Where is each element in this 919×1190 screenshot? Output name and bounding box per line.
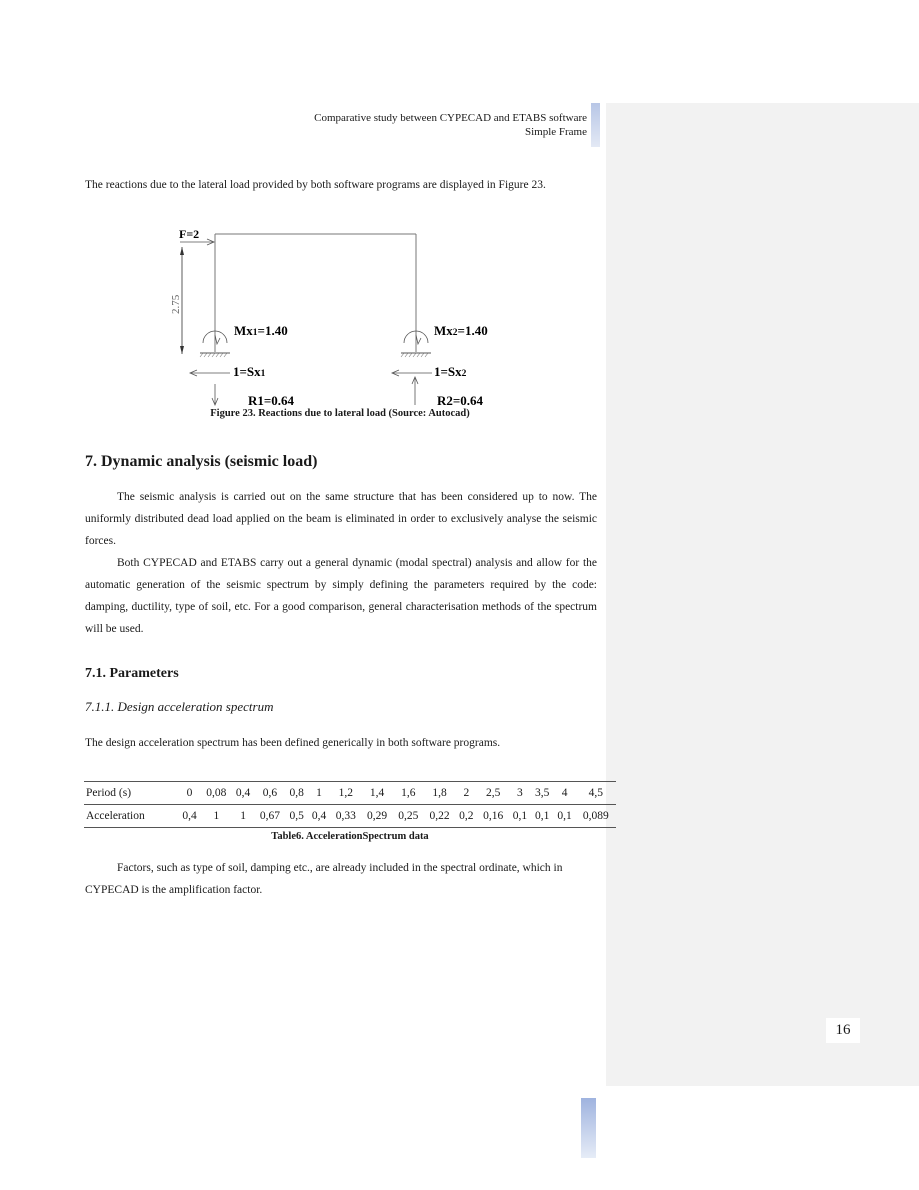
table-cell: 2 xyxy=(455,782,477,805)
table-cell: 1 xyxy=(308,782,330,805)
table-caption: Table6. AccelerationSpectrum data xyxy=(271,831,429,842)
moment-label-2 xyxy=(434,323,488,338)
dimension-arrow-bottom xyxy=(180,346,184,354)
table-cell: 3,5 xyxy=(531,782,553,805)
table-cell: 4,5 xyxy=(576,782,616,805)
right-moment-arrow xyxy=(416,335,421,344)
shear-label-2 xyxy=(434,364,467,379)
table-cell: 0,29 xyxy=(361,805,392,828)
section-7-1-1-heading: 7.1.1. Design acceleration spectrum xyxy=(85,699,274,714)
table-cell: 0,8 xyxy=(286,782,308,805)
table-cell: 0,22 xyxy=(424,805,455,828)
section-7-heading: 7. Dynamic analysis (seismic load) xyxy=(85,453,318,470)
right-support-hatch xyxy=(401,353,428,357)
acceleration-label: Acceleration xyxy=(84,805,178,828)
table-cell: 4 xyxy=(553,782,575,805)
table-cell: 1,6 xyxy=(393,782,424,805)
shear-1-main: 1=Sx xyxy=(233,364,261,379)
table-cell: 3 xyxy=(509,782,531,805)
table-cell: 0 xyxy=(178,782,200,805)
page-number: 16 xyxy=(826,1018,860,1043)
intro-paragraph: The reactions due to the lateral load provided by both software programs are displayed in Figure 23. xyxy=(85,179,546,191)
table-cell: 1 xyxy=(232,805,254,828)
table-cell: 0,4 xyxy=(308,805,330,828)
shear-2-sub: 2 xyxy=(461,369,467,379)
running-header xyxy=(240,111,587,139)
closing-paragraph: Factors, such as type of soil, damping etc., are already included in the spectral ordinate, which in CYPECAD is the amplification factor. xyxy=(85,862,563,896)
table-cell: 0,08 xyxy=(201,782,232,805)
left-moment-arrow xyxy=(215,335,220,344)
header-accent-bar xyxy=(591,103,600,147)
table-cell: 1 xyxy=(201,805,232,828)
comment-sidebar xyxy=(606,103,919,1086)
left-support-hatch xyxy=(200,353,227,357)
table-cell: 0,4 xyxy=(232,782,254,805)
table-cell: 0,25 xyxy=(393,805,424,828)
table-cell: 1,8 xyxy=(424,782,455,805)
reaction-label-1: R1=0.64 xyxy=(248,393,295,408)
height-dimension-label: 2.75 xyxy=(170,294,182,314)
table-cell: 1,4 xyxy=(361,782,392,805)
table-row-period xyxy=(84,782,616,805)
table-cell: 0,2 xyxy=(455,805,477,828)
dimension-arrow-top xyxy=(180,247,184,255)
shear-2-main: 1=Sx xyxy=(434,364,462,379)
moment-2-main: Mx xyxy=(434,323,453,338)
section-7-paragraph-2: Both CYPECAD and ETABS carry out a general dynamic (modal spectral) analysis and allow for the automatic generation of the seismic spectrum by simply defining the parameters required by the code: damping, ductility, type of soil, etc. For a good comparison, general characterisation methods of the spectrum will be used. xyxy=(85,557,597,635)
table-cell: 0,1 xyxy=(553,805,575,828)
period-label: Period (s) xyxy=(84,782,178,805)
frame-diagram xyxy=(150,222,530,412)
table-cell: 2,5 xyxy=(478,782,509,805)
footer-accent-bar xyxy=(581,1098,596,1158)
table-cell: 0,6 xyxy=(254,782,285,805)
table-cell: 0,16 xyxy=(478,805,509,828)
reaction-label-2: R2=0.64 xyxy=(437,393,484,408)
table-cell: 0,33 xyxy=(330,805,361,828)
table-cell: 0,089 xyxy=(576,805,616,828)
table-cell: 1,2 xyxy=(330,782,361,805)
table-cell: 0,4 xyxy=(178,805,200,828)
shear-label-1 xyxy=(233,364,266,379)
moment-2-sub: 2 xyxy=(452,328,458,338)
figure-caption: Figure 23. Reactions due to lateral load (Source: Autocad) xyxy=(210,408,470,419)
moment-1-main: Mx xyxy=(234,323,253,338)
table-cell: 0,5 xyxy=(286,805,308,828)
table-cell: 0,67 xyxy=(254,805,285,828)
section-7-1-heading: 7.1. Parameters xyxy=(85,666,179,681)
table-cell: 0,1 xyxy=(509,805,531,828)
header-line-2: Simple Frame xyxy=(524,126,587,138)
force-label: F=2 xyxy=(179,227,200,241)
acceleration-spectrum-table xyxy=(84,781,616,828)
moment-2-value: =1.40 xyxy=(457,323,488,338)
section-7-1-1-paragraph: The design acceleration spectrum has been defined generically in both software programs. xyxy=(85,737,501,749)
moment-1-sub: 1 xyxy=(252,328,258,338)
table-cell: 0,1 xyxy=(531,805,553,828)
section-7-paragraph-1: The seismic analysis is carried out on the same structure that has been considered up to now. The uniformly distributed dead load applied on the beam is eliminated in order to exclusively analyse the seismic forces. xyxy=(85,491,597,547)
table-row-acceleration xyxy=(84,805,616,828)
shear-1-sub: 1 xyxy=(260,369,266,379)
moment-1-value: =1.40 xyxy=(257,323,288,338)
moment-label-1 xyxy=(234,323,288,338)
header-line-1: Comparative study between CYPECAD and ETABS software xyxy=(314,112,587,124)
figure-23 xyxy=(150,222,530,412)
